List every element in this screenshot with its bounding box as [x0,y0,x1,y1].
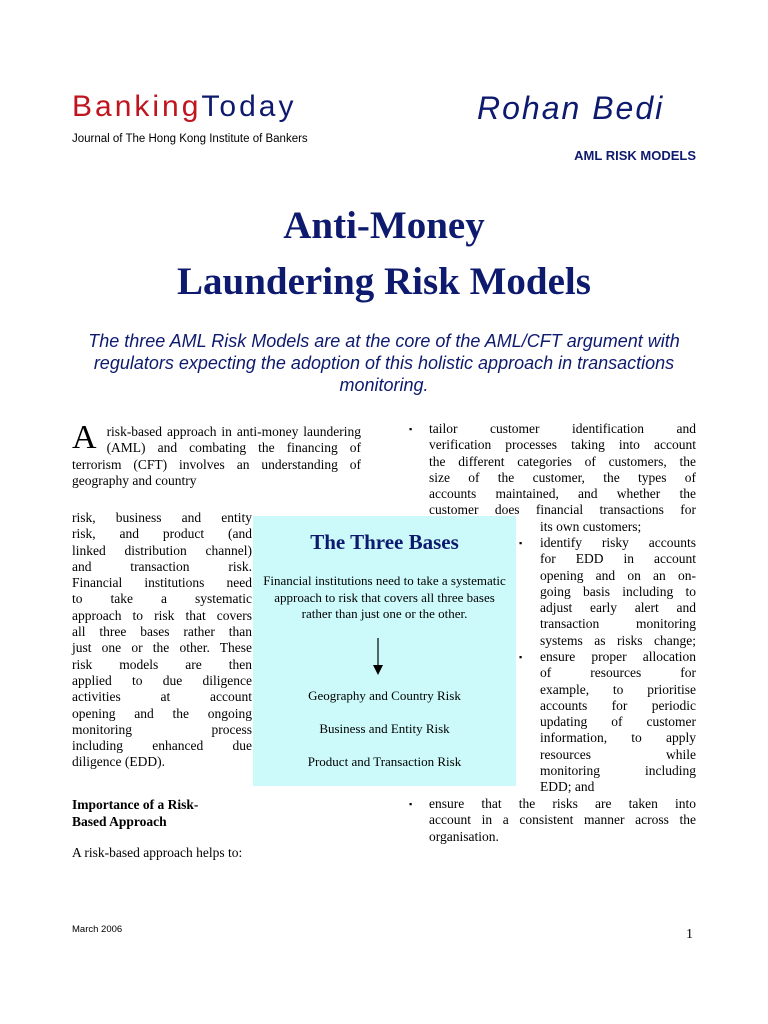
bullet-marker: ▪ [409,424,413,434]
section-heading [72,796,198,830]
text-line: approach to risk that covers [72,607,252,623]
bullet-marker: ▪ [519,538,523,548]
text-line: systems as risks change; [540,632,696,648]
text-line: example, to prioritise [540,681,696,697]
article-title [0,198,768,310]
text-line: EDD; and [540,779,595,795]
drop-cap: A [72,419,97,456]
text-line: risk, business and entity [72,510,252,525]
text-line: linked distribution channel) [72,542,252,558]
text-line: Financial institutions need [72,575,252,591]
masthead-logo [72,92,296,122]
intro-wrapped-text [72,510,252,771]
text-line: risk, and product (and [72,526,252,542]
intro-paragraph [72,419,361,489]
box-item-product: Product and Transaction Risk [307,754,462,769]
bullet-1-tail: its own customers; [540,519,642,534]
text-line: the different categories of customers, the [429,453,696,469]
text-line: just one or the other. These [72,640,252,656]
text-line: information, to apply [540,730,696,746]
masthead-today: Today [201,90,297,123]
text-line: opening and the ongoing [72,705,252,721]
box-item-business: Business and Entity Risk [319,721,450,736]
text-line: applied to due diligence [72,672,252,688]
page-number: 1 [686,927,693,942]
text-line: diligence (EDD). [72,754,165,770]
text-line: account in a consistent manner across the [429,812,696,828]
text-line: to take a systematic [72,591,252,607]
text-line: updating of customer [540,714,696,730]
bullet-marker: ▪ [519,652,523,662]
text-line: size of the customer, the types of [429,469,696,485]
text-line: of resources for [540,665,696,681]
bullet-4 [429,796,696,845]
text-line: going basis including to [540,583,696,599]
text-line: monitoring process [72,721,252,737]
text-line: ensure that the risks are taken into [429,796,696,811]
text-line: accounts for periodic [540,697,696,713]
section-heading-line-1: Importance of a Risk- [72,797,199,812]
text-line: all three bases rather than [72,624,252,640]
text-line: tailor customer identification and [429,421,696,436]
text-line: customer does financial transactions for [429,502,696,518]
title-line-1: Anti-Money [283,204,485,247]
down-arrow-icon [371,638,385,676]
issue-date: March 2006 [72,924,123,935]
text-line: including enhanced due [72,738,252,754]
box-item-geography: Geography and Country Risk [308,688,461,703]
bullet-1 [429,421,696,519]
section-label: AML RISK MODELS [574,148,696,163]
text-line: accounts maintained, and whether the [429,486,696,502]
bullet-2 [540,535,696,649]
section-heading-line-2: Based Approach [72,814,167,829]
text-line: monitoring including [540,763,696,779]
text-line: identify risky accounts [540,535,696,550]
text-line: resources while [540,746,696,762]
intro-lead: risk-based approach in anti-money laundering (AML) and combating the financing of terrorism (CFT) involves an understanding of geography and country [72,424,361,488]
bullet-3 [540,649,696,796]
article-subtitle: The three AML Risk Models are at the core of the AML/CFT argument with regulators expecting the adoption of this holistic approach in transactions monitoring. [88,331,680,395]
bullet-marker: ▪ [409,799,413,809]
helps-text: A risk-based approach helps to: [72,845,243,860]
text-line: adjust early alert and [540,600,696,616]
text-line: for EDD in account [540,551,696,567]
text-line: verification processes taking into account [429,437,696,453]
text-line: ensure proper allocation [540,649,696,664]
text-line: opening and on an on- [540,567,696,583]
title-line-2: Laundering Risk Models [177,260,591,303]
journal-name: Journal of The Hong Kong Institute of Bankers [72,133,308,145]
text-line: and transaction risk. [72,558,252,574]
text-line: activities at account [72,689,252,705]
box-title: The Three Bases [310,530,459,554]
text-line: risk models are then [72,656,252,672]
text-line: organisation. [429,828,499,844]
author-name: Rohan Bedi [477,90,665,126]
box-text: Financial institutions need to take a systematic approach to risk that covers all three bases rather than just one or the other. [263,573,506,621]
masthead-banking: Banking [72,90,202,123]
text-line: transaction monitoring [540,616,696,632]
three-bases-box [253,516,516,786]
